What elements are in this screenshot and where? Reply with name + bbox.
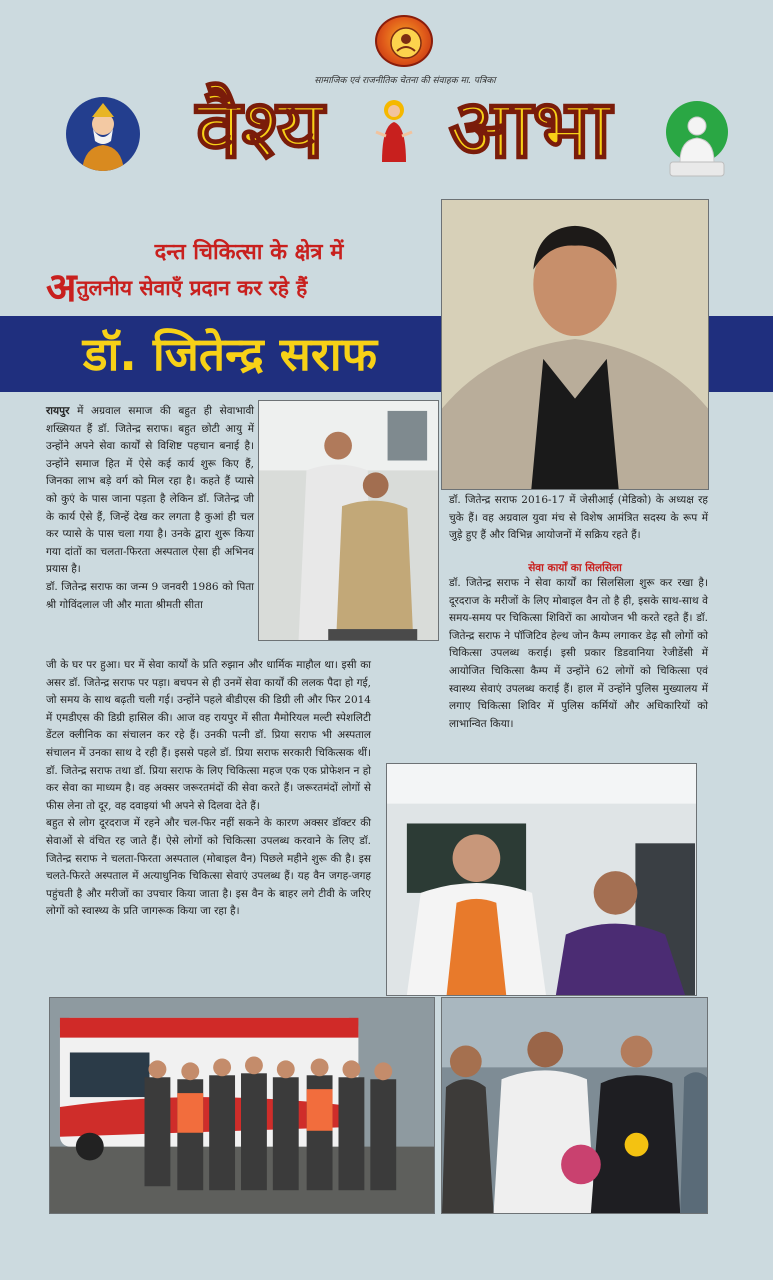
headline-line2-rest: तुलनीय सेवाएँ प्रदान कर रहे हैं bbox=[76, 276, 308, 300]
masthead-title-part2: आभा bbox=[448, 82, 612, 177]
felicitation-photo bbox=[441, 997, 708, 1214]
birth-paragraph: डॉ. जितेन्द्र सराफ का जन्म 9 जनवरी 1986 को पिता श्री गोविंदलाल जी और माता श्रीमती सीता bbox=[46, 580, 254, 611]
center-deity-image bbox=[372, 96, 416, 162]
emblem-logo bbox=[375, 15, 433, 67]
body-paragraph-1: जी के घर पर हुआ। घर में सेवा कार्यों के प्रति रुझान और धार्मिक माहौल था। इसी का असर डॉ. जितेन्द्र सराफ पर पड़ा। बचपन से ही उनमें सेवा कार्यों की ललक पैदा हो गई, जो समय के साथ बढ़ती चली गई। उन्होंने पहले बीडीएस की डिग्री ली और फिर 2014 में एमडीएस की डिग्री हासिल की। आज वह रायपुर में सीता मैमोरियल मल्टी स्पेशलिटी डेंटल क्लीनिक का संचालन कर रहे हैं। उनकी पत्नी डॉ. प्रिया सराफ भी अस्पताल संचालन में उनका साथ दे रही हैं। इससे पहले डॉ. प्रिया सराफ सरकारी चिकित्सक थीं। डॉ. जितेन्द्र सराफ तथा डॉ. प्रिया सराफ के लिए चिकित्सा महज एक एक प्रोफेशन न हो कर सेवा का माध्यम है। वह अक्सर जरूरतमंदों की सेवा करते हैं। जरूरतमंदों लोगों से फीस लेना तो दूर, वह दवाइयां भी अपने से दिलवा देते हैं। bbox=[46, 659, 371, 812]
headline-line1: दन्त चिकित्सा के क्षेत्र में bbox=[154, 240, 344, 265]
headline-line2 bbox=[46, 258, 438, 311]
dental-chair-photo bbox=[258, 400, 439, 641]
article-right-body: डॉ. जितेन्द्र सराफ ने सेवा कार्यों का सिलसिला शुरू कर रखा है। दूरदराज के मरीजों के लिए मोबाइल वैन तो है ही, इसके साथ-साथ वे समय-समय पर चिकित्सा शिविरों का आयोजन भी करते रहते हैं। डॉ. जितेन्द्र सराफ ने पॉजिटिव हेल्थ जोन कैम्प लगाकर डेढ़ सौ लोगों को चिकित्सा उपलब्ध कराई। इसी प्रकार डिडवानिया रेजीडेंसी में आयोजित चिकित्सा कैम्प में उन्होंने 62 लोगों को चिकित्सा एवं स्वास्थ्य सेवाएं उपलब्ध कराई हैं। हाल में उन्होंने पुलिस मुख्यालय में लगाए चिकित्सा शिविर में पुलिस कर्मियों और अधिकारियों को लाभान्वित किया। bbox=[449, 577, 708, 730]
lead-text: में अग्रवाल समाज की बहुत ही सेवाभावी शख्सियत हैं डॉ. जितेन्द्र सराफ। बहुत छोटी आयु में उन्होंने अपने सेवा कार्यों से विशिष्ट पहचान बनाई है। उन्होंने समाज हित में ऐसे कई कार्य शुरू किए हैं, जिनका लाभ बड़े वर्ग को मिल रहा है। कहते हैं प्यासे को कुएं के पास जाना पड़ता है लेकिन डॉ. जितेन्द्र जी के कार्य ऐसे हैं, जिन्हें देख कर लगता है कुआं ही चल कर प्यासे के पास चला गया है। उनके द्वारा शुरू किया गया दांतों का चलता-फिरता अस्पताल ऐसा ही अभिनव प्रयास है। bbox=[46, 405, 254, 576]
masthead-tagline: सामाजिक एवं राजनीतिक चेतना की संवाहक मा. पत्रिका bbox=[314, 76, 496, 86]
portrait-photo bbox=[441, 199, 709, 490]
left-deity-image bbox=[66, 97, 140, 171]
lead-word: रायपुर bbox=[46, 405, 70, 417]
article-col1-top bbox=[46, 403, 254, 614]
van-interior-photo bbox=[386, 763, 697, 996]
portrait-caption: डॉ. जितेन्द्र सराफ 2016-17 में जेसीआई (मेडिको) के अध्यक्ष रह चुके हैं। वह अग्रवाल युवा मंच से विशेष आमंत्रित सदस्य के रूप में जुड़े हुए हैं और विभिन्न आयोजनों में सक्रिय रहते हैं। bbox=[449, 494, 708, 542]
headline-initial: अ bbox=[46, 265, 77, 311]
article-body-wide bbox=[46, 657, 371, 921]
masthead bbox=[0, 0, 773, 196]
banner-name: डॉ. जितेन्द्र सराफ bbox=[82, 327, 378, 381]
body-paragraph-2: बहुत से लोग दूरदराज में रहने और चल-फिर नहीं सकने के कारण अक्सर डॉक्टर की सेवाओं से वंचित रह जाते हैं। ऐसे लोगों को चिकित्सा उपलब्ध करवाने के लिए डॉ. जितेन्द्र सराफ ने चलता-फिरता अस्पताल (मोबाइल वैन) पिछले महीने शुरू की है। इस चलते-फिरते अस्पताल में अत्याधुनिक चिकित्सा सेवाएं उपलब्ध हैं। यह वैन जगह-जगह पहुंचती है और मरीजों का उपचार किया जाता है। इस वैन के बाहर लगे टीवी के जरिए लोगों को स्वास्थ्य के प्रति जागरूक किया जा रहा है। bbox=[46, 817, 371, 918]
article-lead-paragraph bbox=[46, 403, 254, 579]
mobile-van-group-photo bbox=[49, 997, 435, 1214]
masthead-title-part1: वैश्य bbox=[195, 82, 324, 177]
subhead: सेवा कार्यों का सिलसिला bbox=[528, 562, 622, 574]
right-deity-image bbox=[660, 100, 734, 184]
